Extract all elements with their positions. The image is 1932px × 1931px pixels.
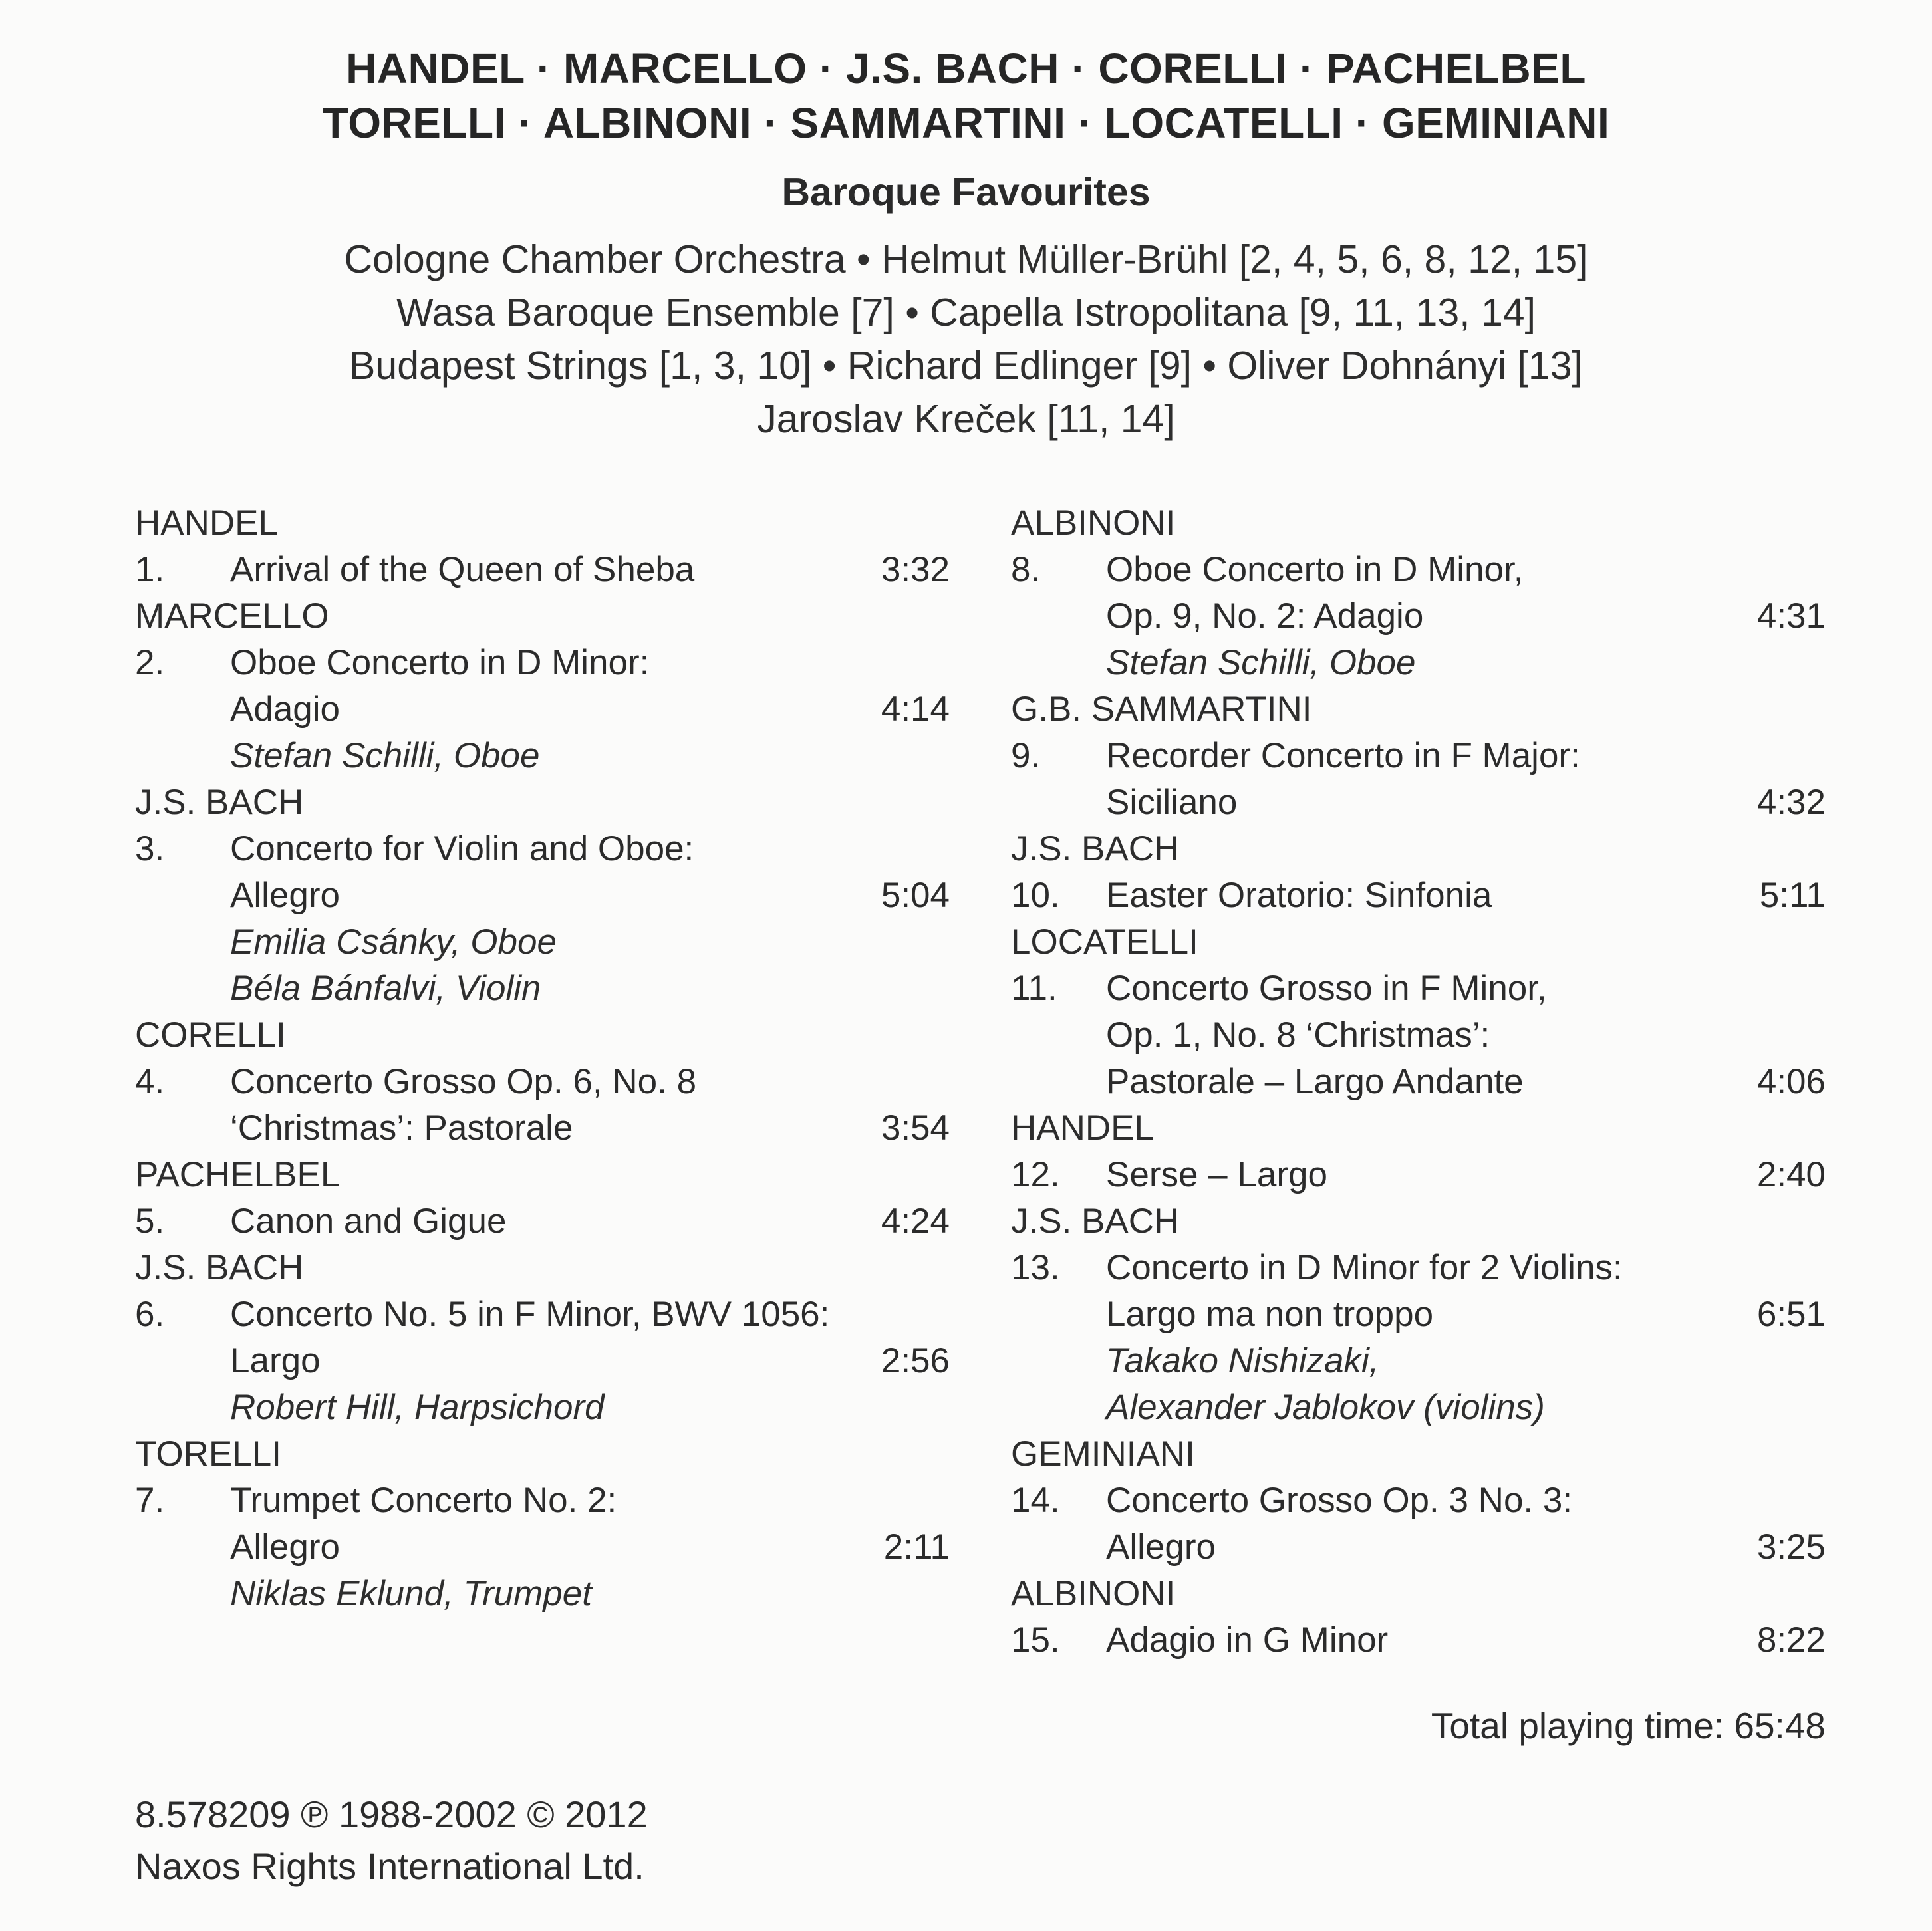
track-title-line: Concerto No. 5 in F Minor, BWV 1056: [230,1295,830,1334]
track-title-line: Largo ma non troppo [1106,1295,1434,1334]
track-title-line: Concerto Grosso in F Minor, [1106,969,1547,1008]
track-title-line: ‘Christmas’: Pastorale [230,1108,573,1148]
label-name: Naxos Rights International Ltd. [135,1845,644,1887]
track-title-line: Oboe Concerto in D Minor, [1106,550,1524,589]
track-title-line: Op. 1, No. 8 ‘Christmas’: [1106,1015,1490,1055]
track-item [1011,1478,1826,1571]
track-duration: 4:31 [1756,596,1826,636]
track-title-line: Allegro [230,1527,340,1567]
track-performer: Niklas Eklund, Trumpet [230,1574,592,1613]
composer-heading: GEMINIANI [1011,1434,1195,1474]
catalogue-number: 8.578209 ℗ 1988-2002 © 2012 [135,1793,648,1835]
track-item [135,826,950,1012]
track-number: 9. [1011,736,1041,775]
track-duration: 6:51 [1756,1295,1826,1334]
track-title-line: Easter Oratorio: Sinfonia [1106,876,1492,915]
track-number: 8. [1011,550,1041,589]
track-duration: 4:06 [1756,1062,1826,1101]
track-performer: Emilia Csánky, Oboe [230,922,557,962]
track-item [1011,1617,1826,1664]
track-title-line: Arrival of the Queen of Sheba [230,550,695,589]
track-title-line: Trumpet Concerto No. 2: [230,1481,617,1520]
track-duration: 3:54 [881,1108,950,1148]
track-item [1011,966,1826,1105]
track-performer: Robert Hill, Harpsichord [230,1388,605,1427]
track-number: 15. [1011,1620,1060,1660]
track-title-line: Canon and Gigue [230,1202,507,1241]
track-duration: 2:11 [883,1527,950,1567]
track-number: 7. [135,1481,165,1520]
composer-heading: G.B. SAMMARTINI [1011,690,1312,729]
total-playing-time: Total playing time: 65:48 [1431,1705,1826,1746]
track-title-line: Op. 9, No. 2: Adagio [1106,596,1424,636]
track-title-line: Concerto in D Minor for 2 Violins: [1106,1248,1623,1287]
composer-heading: MARCELLO [135,596,329,636]
track-item [135,1059,950,1152]
track-duration: 2:40 [1756,1155,1826,1194]
track-item [1011,1245,1826,1431]
track-number: 5. [135,1202,165,1241]
track-performer: Stefan Schilli, Oboe [230,736,540,775]
track-number: 12. [1011,1155,1060,1194]
track-title-line: Concerto Grosso Op. 6, No. 8 [230,1062,697,1101]
track-title-line: Serse – Largo [1106,1155,1327,1194]
track-performer: Béla Bánfalvi, Violin [230,969,541,1008]
track-duration: 3:32 [881,550,950,589]
track-duration: 4:32 [1756,783,1826,822]
track-item [135,1291,950,1431]
track-title-line: Pastorale – Largo Andante [1106,1062,1524,1101]
track-number: 10. [1011,876,1060,915]
track-item [1011,733,1826,826]
track-performer: Alexander Jablokov (violins) [1106,1388,1545,1427]
track-title-line: Recorder Concerto in F Major: [1106,736,1580,775]
track-number: 6. [135,1295,165,1334]
catalogue-footer [135,1789,648,1892]
track-number: 14. [1011,1481,1060,1520]
track-item [135,547,950,593]
track-item [1011,872,1826,919]
performer-credits [0,233,1932,446]
track-number: 11. [1011,969,1057,1008]
composer-heading: HANDEL [135,503,279,543]
performer-credit-line: Wasa Baroque Ensemble [7] • Capella Istropolitana [9, 11, 13, 14] [396,291,1536,334]
composer-heading: J.S. BACH [1011,829,1180,868]
track-title-line: Adagio [230,690,341,729]
track-duration: 4:14 [881,690,950,729]
composer-heading: CORELLI [135,1015,286,1055]
track-title-line: Oboe Concerto in D Minor: [230,643,650,682]
track-number: 1. [135,550,165,589]
track-number: 3. [135,829,165,868]
performer-credit-line: Budapest Strings [1, 3, 10] • Richard Edlinger [9] • Oliver Dohnányi [13] [349,344,1583,388]
track-title-line: Allegro [1106,1527,1216,1567]
composer-heading: J.S. BACH [135,1248,304,1287]
composer-heading: LOCATELLI [1011,922,1198,962]
composers-line-1: HANDEL · MARCELLO · J.S. BACH · CORELLI · PACHELBEL [346,45,1586,92]
composers-line-2: TORELLI · ALBINONI · SAMMARTINI · LOCATELLI · GEMINIANI [322,99,1610,147]
composer-heading: J.S. BACH [1011,1202,1180,1241]
track-number: 4. [135,1062,165,1101]
track-item [135,1198,950,1245]
track-item [135,1478,950,1617]
track-duration: 5:11 [1759,876,1826,915]
track-title-line: Siciliano [1106,783,1238,822]
track-item [1011,547,1826,686]
track-performer: Stefan Schilli, Oboe [1106,643,1416,682]
track-duration: 3:25 [1756,1527,1826,1567]
composer-heading: HANDEL [1011,1108,1155,1148]
album-header [0,41,1932,446]
track-duration: 5:04 [881,876,950,915]
tracklist-right-column [1011,500,1826,1664]
track-performer: Takako Nishizaki, [1106,1341,1379,1380]
tracklist-left-column [135,500,950,1617]
track-title-line: Adagio in G Minor [1106,1620,1389,1660]
performer-credit-line: Cologne Chamber Orchestra • Helmut Müller-Brühl [2, 4, 5, 6, 8, 12, 15] [344,237,1588,281]
composer-heading: PACHELBEL [135,1155,341,1194]
album-title: Baroque Favourites [781,170,1151,214]
track-title-line: Concerto Grosso Op. 3 No. 3: [1106,1481,1573,1520]
track-number: 2. [135,643,165,682]
track-item [135,640,950,779]
track-title-line: Allegro [230,876,340,915]
track-duration: 4:24 [881,1202,950,1241]
composer-heading: TORELLI [135,1434,281,1474]
track-number: 13. [1011,1248,1060,1287]
performer-credit-line: Jaroslav Kreček [11, 14] [757,397,1175,441]
track-title-line: Largo [230,1341,321,1380]
track-duration: 2:56 [881,1341,950,1380]
composer-heading: J.S. BACH [135,783,304,822]
composer-heading: ALBINONI [1011,503,1176,543]
track-title-line: Concerto for Violin and Oboe: [230,829,694,868]
track-duration: 8:22 [1756,1620,1826,1660]
composer-heading: ALBINONI [1011,1574,1176,1613]
track-item [1011,1152,1826,1198]
